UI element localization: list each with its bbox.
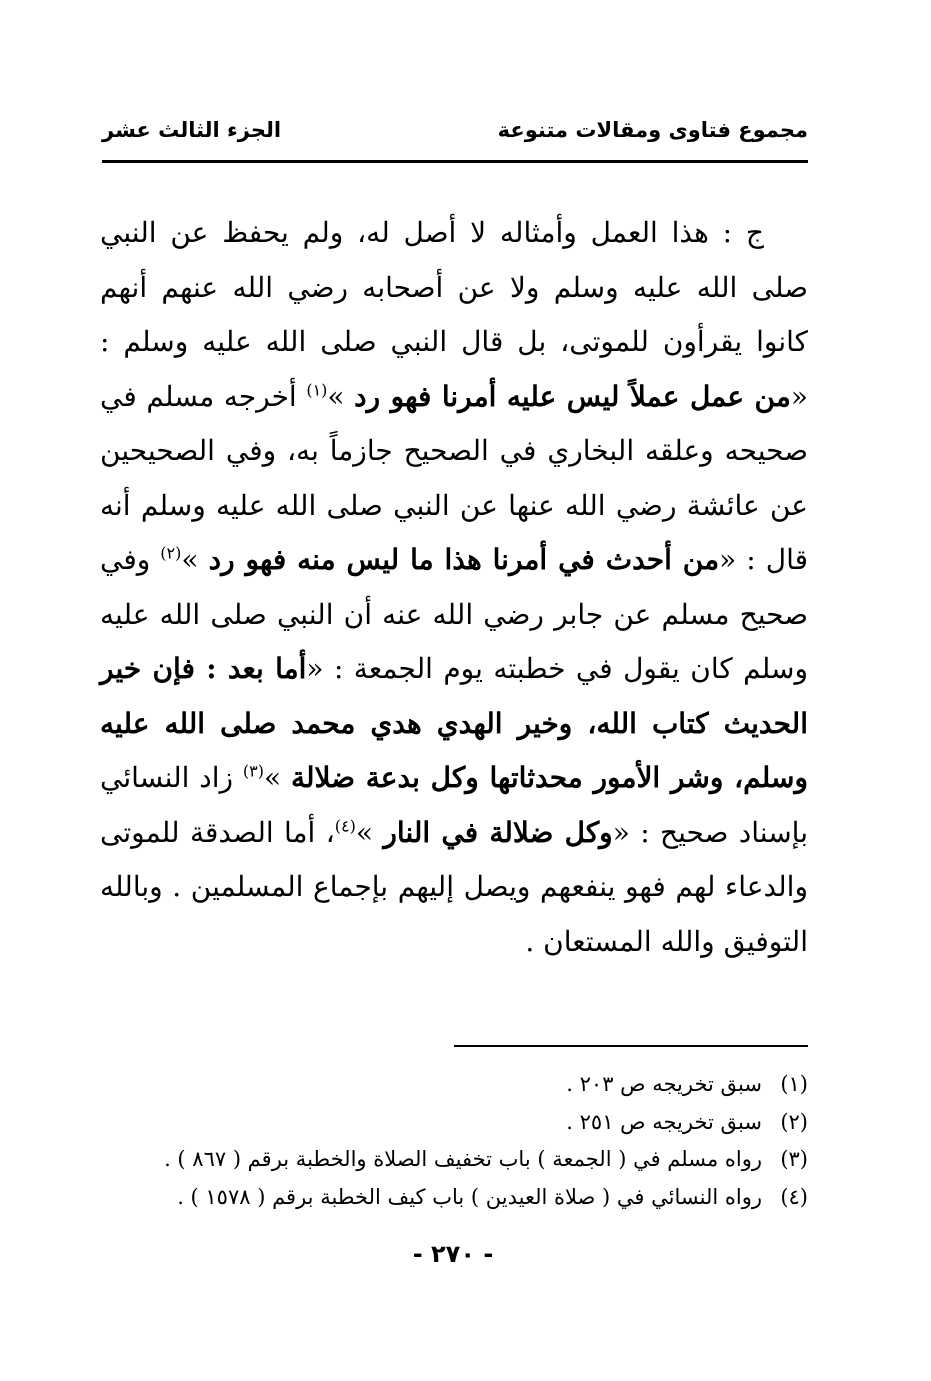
quote-close: » <box>181 543 199 576</box>
volume-label: الجزء الثالث عشر <box>102 118 282 142</box>
body-text-segment: زاد النسائي بإسناد صحيح : « <box>100 761 808 849</box>
footnote-ref-3: (٣) <box>242 761 264 781</box>
footnote-number: (٤) <box>780 1184 808 1209</box>
footnote-number: (٣) <box>780 1147 808 1171</box>
footnote-text: رواه النسائي في ( صلاة العيدين ) باب كيف الخطبة برقم ( ١٥٧٨ ) . <box>177 1184 762 1209</box>
quote-close: » <box>355 815 373 849</box>
body-text-segment: أخرجه مسلم في صحيحه وعلقه البخاري في الصحيح جازماً به، وفي الصحيحين عن عائشة رضي الله عنها عن النبي صلى الله عليه وسلم أنه قال : « <box>100 379 809 576</box>
footnote-ref-4: (٤) <box>334 816 356 836</box>
answer-text: ج : هذا العمل وأمثاله لا أصل له، ولم يحفظ عن النبي صلى الله عليه وسلم ولا عن أصحابه رضي الله عنهم أنهم كانوا يقرأون للموتى، بل قال النبي صلى الله عليه وسلم : « <box>100 216 808 413</box>
body-text-segment: وفي صحيح مسلم عن جابر رضي الله عنه أن النبي صلى الله عليه وسلم كان يقول في خطبته يوم الجمعة : « <box>100 543 808 685</box>
footnote-item <box>100 1104 808 1142</box>
hadith-quote-4: وكل ضلالة في النار <box>383 815 613 849</box>
footnote-text: رواه مسلم في ( الجمعة ) باب تخفيف الصلاة والخطبة برقم ( ٨٦٧ ) . <box>164 1147 762 1171</box>
hadith-quote-3: أما بعد : فإن خير الحديث كتاب الله، وخير الهدي هدي محمد صلى الله عليه وسلم، وشر الأمور محدثاتها وكل بدعة ضلالة <box>100 652 808 794</box>
footnote-divider <box>454 1045 808 1047</box>
quote-close: » <box>327 379 345 413</box>
footnote-ref-1: (١) <box>306 380 328 400</box>
footnote-item <box>100 1066 808 1104</box>
page-number: - ٢٧٠ - <box>412 1240 494 1268</box>
footnote-item <box>100 1179 808 1217</box>
book-title: مجموع فتاوى ومقالات متنوعة <box>497 118 808 142</box>
footnote-text: سبق تخريجه ص ٢٠٣ . <box>566 1072 762 1096</box>
hadith-quote-2: من أحدث في أمرنا هذا ما ليس منه فهو رد <box>208 543 720 576</box>
footnote-item <box>100 1141 808 1179</box>
main-text <box>100 206 808 969</box>
footnote-text: سبق تخريجه ص ٢٥١ . <box>566 1109 762 1134</box>
body-text-segment: ، أما الصدقة للموتى والدعاء لهم فهو ينفعهم ويصل إليهم بإجماع المسلمين . وبالله التوفيق والله المستعان . <box>100 815 808 958</box>
header-divider <box>102 160 808 163</box>
footnote-ref-2: (٢) <box>160 543 182 563</box>
footnote-number: (٢) <box>780 1109 808 1134</box>
running-header <box>102 118 808 152</box>
footnotes-list <box>100 1066 808 1216</box>
footnote-number: (١) <box>780 1072 808 1096</box>
hadith-quote-1: من عمل عملاً ليس عليه أمرنا فهو رد <box>354 379 791 413</box>
quote-close: » <box>264 761 282 794</box>
